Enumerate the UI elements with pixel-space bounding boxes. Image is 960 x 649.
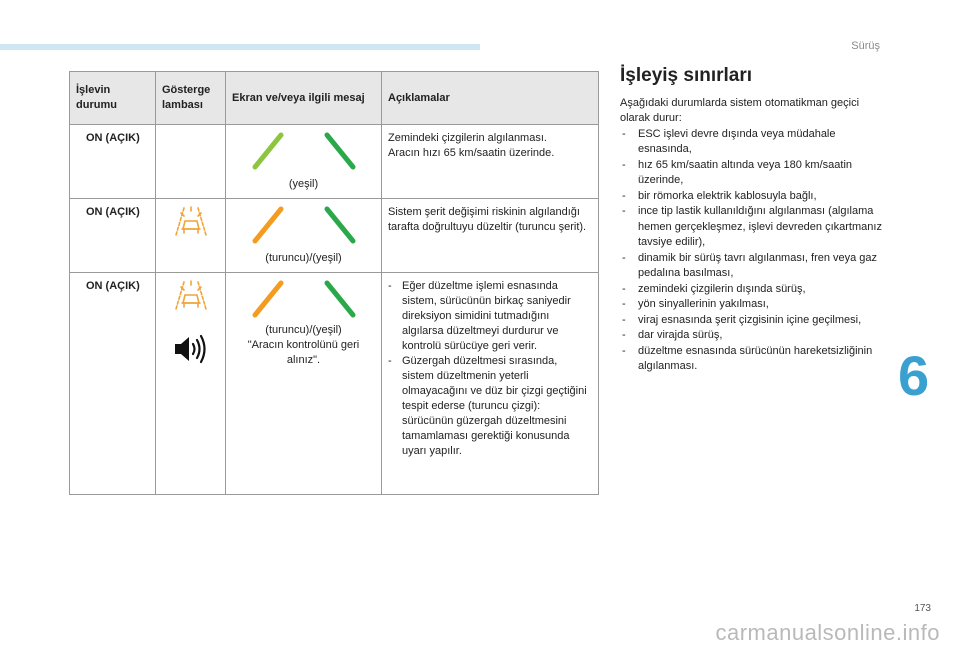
- header-screen: Ekran ve/veya ilgili mesaj: [226, 72, 382, 125]
- state-cell: ON (AÇIK): [70, 125, 156, 199]
- list-item: - ince tip lastik kullanıldığını algılanması (algılama hemen gerçekleşmez, işlevi devreden çıkartmanız tavsiye edilir),: [620, 204, 882, 251]
- table-row: [70, 199, 599, 273]
- list-item: - dinamik bir sürüş tavrı algılanması, fren veya gaz pedalına basılması,: [620, 251, 882, 282]
- list-item: - viraj esnasında şerit çizgisinin içine geçilmesi,: [620, 313, 882, 329]
- table-row: [70, 273, 599, 495]
- state-cell: ON (AÇIK): [70, 199, 156, 273]
- list-item: - Güzergah düzeltmesi sırasında, sistem düzeltmenin yeterli olmayacağını ve düz bir çizgi geçtiğini tespit ederse (turuncu çizgi): sürücünün güzergah düzeltmesini tamamlaması gerektiği konusunda uyarı yapılır.: [388, 354, 592, 459]
- screen-cell: [226, 125, 382, 199]
- page-number: 173: [914, 603, 931, 614]
- lamp-cell: [156, 199, 226, 273]
- table-row: [70, 125, 599, 199]
- state-cell: ON (AÇIK): [70, 273, 156, 495]
- description-cell: [382, 125, 599, 199]
- description-cell: Sistem şerit değişimi riskinin algılandığı tarafta doğrultuyu düzeltir (turuncu şerit).: [382, 199, 599, 273]
- list-item: - Eğer düzeltme işlemi esnasında sistem, sürücünün birkaç saniyedir direksiyon simidini tutmadığını algılarsa düzeltmeyi durdurur ve kontrolü sürücüye geri verir.: [388, 279, 592, 354]
- chapter-number: 6: [898, 344, 930, 407]
- description-line: Zemindeki çizgilerin algılanması.: [388, 132, 547, 144]
- lane-lines-orange-green-icon: [249, 279, 359, 319]
- screen-caption: (turuncu)/(yeşil): [265, 324, 342, 336]
- lane-lines-green-icon: [249, 131, 359, 171]
- lane-warning-icon: [171, 279, 211, 315]
- watermark-text: carmanualsonline.info: [715, 620, 940, 645]
- header-remarks: Açıklamalar: [382, 72, 599, 125]
- operating-limits-section: [620, 65, 882, 375]
- list-item: - düzeltme esnasında sürücünün hareketsizliğinin algılanması.: [620, 344, 882, 375]
- screen-message: "Aracın kontrolünü geri alınız".: [247, 339, 360, 366]
- lamp-cell: [156, 273, 226, 495]
- lane-lines-orange-green-icon: [249, 205, 359, 245]
- list-item: - hız 65 km/saatin altında veya 180 km/saatin üzerinde,: [620, 158, 882, 189]
- header-lamp: Gösterge lambası: [156, 72, 226, 125]
- limits-list: [620, 127, 882, 375]
- lamp-cell-empty: [156, 125, 226, 199]
- function-status-table: [69, 71, 599, 495]
- description-line: Aracın hızı 65 km/saatin üzerinde.: [388, 147, 555, 159]
- speaker-icon: [171, 334, 211, 364]
- list-item: - zemindeki çizgilerin dışında sürüş,: [620, 282, 882, 298]
- table-header-row: [70, 72, 599, 125]
- intro-text: Aşağıdaki durumlarda sistem otomatikman geçici olarak durur:: [620, 96, 860, 124]
- header-bar: [0, 44, 480, 50]
- section-heading: İşleyiş sınırları: [620, 65, 753, 86]
- description-cell: [382, 273, 599, 495]
- header-state: İşlevin durumu: [70, 72, 156, 125]
- list-item: - ESC işlevi devre dışında veya müdahale esnasında,: [620, 127, 882, 158]
- screen-caption: (yeşil): [288, 178, 319, 190]
- screen-cell: [226, 273, 382, 495]
- list-item: - bir römorka elektrik kablosuyla bağlı,: [620, 189, 882, 205]
- lane-warning-icon: [171, 205, 211, 241]
- list-item: - yön sinyallerinin yakılması,: [620, 297, 882, 313]
- list-item: - dar virajda sürüş,: [620, 328, 882, 344]
- screen-cell: [226, 199, 382, 273]
- description-list: [388, 279, 592, 459]
- screen-caption: (turuncu)/(yeşil): [265, 252, 342, 264]
- section-title: Sürüş: [851, 40, 880, 52]
